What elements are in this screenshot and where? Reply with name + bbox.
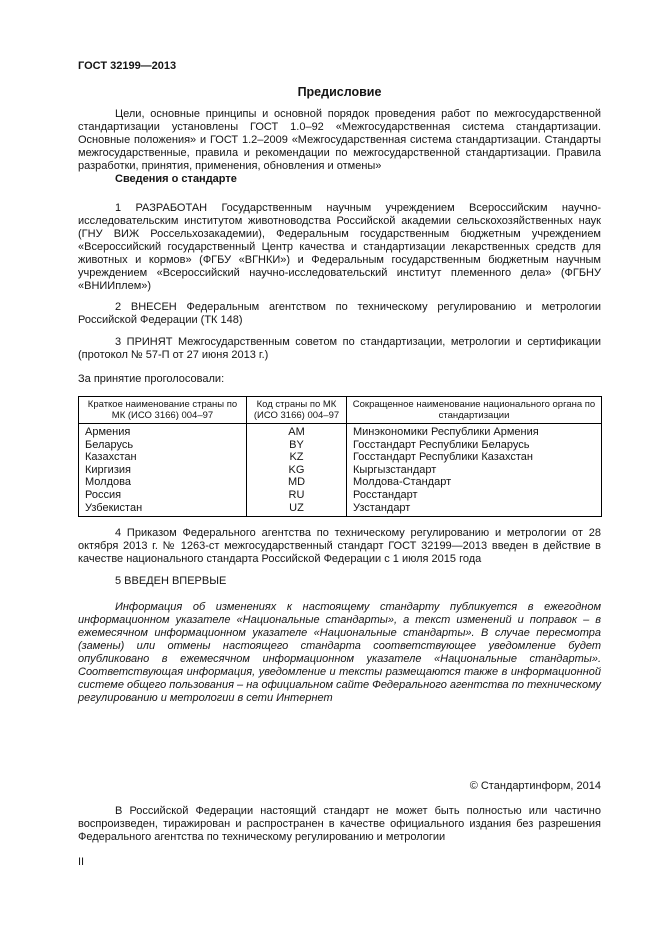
table-row: [79, 464, 602, 477]
cell-code: UZ: [247, 502, 347, 517]
cell-body: Госстандарт Республики Казахстан: [347, 451, 602, 464]
cell-country: Киргизия: [79, 464, 247, 477]
cell-country: Беларусь: [79, 439, 247, 452]
header-country: Краткое наименование страны по МК (ИСО 3166) 004–97: [79, 397, 247, 424]
intro-paragraph: Цели, основные принципы и основной порядок проведения работ по межгосударственной стандартизации установлены ГОСТ 1.0–92 «Межгосударственная система стандартизации. Основные положения» и ГОСТ 1.2–2009 «Межгосударственная система стандартизации. Стандарты межгосударственные, правила и рекомендации по межгосударственной стандартизации. Правила разработки, принятия, применения, обновления и отмены»: [78, 108, 601, 172]
cell-body: Минэкономики Республики Армения: [347, 424, 602, 439]
clause-submitted: 2 ВНЕСЕН Федеральным агентством по техническому регулированию и метрологии Российской Федерации (ТК 148): [78, 301, 601, 326]
cell-code: MD: [247, 476, 347, 489]
voting-table: [78, 396, 602, 517]
doc-code: ГОСТ 32199—2013: [78, 60, 177, 72]
header-code: Код страны по МК (ИСО 3166) 004–97: [247, 397, 347, 424]
standard-info-subheading: Сведения о стандарте: [115, 173, 237, 185]
page-number: II: [78, 856, 85, 868]
cell-country: Россия: [79, 489, 247, 502]
cell-body: Росстандарт: [347, 489, 602, 502]
cell-body: Госстандарт Республики Беларусь: [347, 439, 602, 452]
clause-first-introduced: 5 ВВЕДЕН ВПЕРВЫЕ: [115, 575, 227, 587]
voting-lead: За принятие проголосовали:: [78, 373, 225, 385]
clause-developed: 1 РАЗРАБОТАН Государственным научным учреждением Всероссийским научно-исследовательским институтом животноводства Российской академии сельскохозяйственных наук (ГНУ ВИЖ Россельхозакадемии), Федеральным государственным бюджетным учреждением «Всероссийский государственный Центр качества и стандартизации лекарственных средств для животных и кормов» (ФГБУ «ВГНКИ») и Федеральным государственным бюджетным научным учреждением «Всероссийский научно-исследовательский институт племенного дела» (ФГБНУ «ВНИИплем»): [78, 202, 601, 292]
table-header-row: [79, 397, 602, 424]
reproduction-restriction: В Российской Федерации настоящий стандарт не может быть полностью или частично воспроизведен, тиражирован и распространен в качестве официального издания без разрешения Федерального агентства по техническому регулированию и метрологии: [78, 805, 601, 843]
table-row: [79, 476, 602, 489]
cell-country: Узбекистан: [79, 502, 247, 517]
table-row: [79, 439, 602, 452]
cell-code: AM: [247, 424, 347, 439]
page-title: Предисловие: [297, 85, 382, 99]
table-row: [79, 424, 602, 439]
cell-country: Армения: [79, 424, 247, 439]
cell-code: KG: [247, 464, 347, 477]
intro-block: [78, 108, 601, 186]
cell-code: KZ: [247, 451, 347, 464]
cell-body: Кыргызстандарт: [347, 464, 602, 477]
cell-country: Казахстан: [79, 451, 247, 464]
cell-code: BY: [247, 439, 347, 452]
cell-code: RU: [247, 489, 347, 502]
clause-order: 4 Приказом Федерального агентства по техническому регулированию и метрологии от 28 октября 2013 г. № 1263-ст межгосударственный стандарт ГОСТ 32199—2013 введен в действие в качестве национального стандарта Российской Федерации с 1 июля 2015 года: [78, 527, 601, 565]
cell-body: Молдова-Стандарт: [347, 476, 602, 489]
table-row: [79, 451, 602, 464]
amendments-note: Информация об изменениях к настоящему стандарту публикуется в ежегодном информационном указателе «Национальные стандарты», а текст изменений и поправок – в ежемесячном информационном указателе «Национальные стандарты». В случае пересмотра (замены) или отмены настоящего стандарта соответствующее уведомление будет опубликовано в ежемесячном информационном указателе «Национальные стандарты». Соответствующая информация, уведомление и тексты размещаются также в информационной системе общего пользования – на официальном сайте Федерального агентства по техническому регулированию и метрологии в сети Интернет: [78, 601, 601, 704]
table-row: [79, 502, 602, 517]
clause-adopted: 3 ПРИНЯТ Межгосударственным советом по стандартизации, метрологии и сертификации (протокол № 57-П от 27 июня 2013 г.): [78, 336, 601, 361]
table-row: [79, 489, 602, 502]
copyright-line: © Стандартинформ, 2014: [469, 780, 601, 792]
cell-body: Узстандарт: [347, 502, 602, 517]
cell-country: Молдова: [79, 476, 247, 489]
header-body: Сокращенное наименование национального органа по стандартизации: [347, 397, 602, 424]
